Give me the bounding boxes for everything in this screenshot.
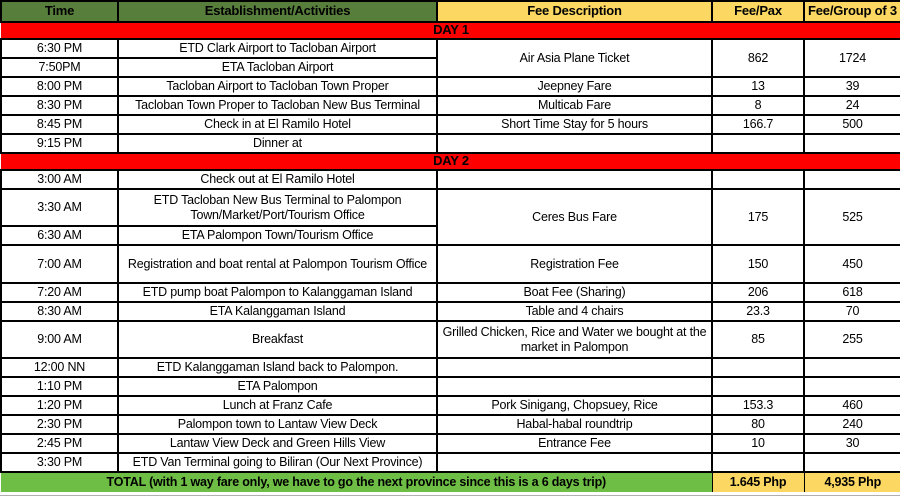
time-cell[interactable]: 1:10 PM [1,377,118,396]
activity-cell[interactable]: Dinner at [118,134,437,153]
fee-desc-cell[interactable]: Registration Fee [437,245,712,283]
activity-cell[interactable]: ETA Palompon [118,377,437,396]
fee-pax-cell[interactable]: 175 [712,189,804,245]
time-cell[interactable]: 3:30 AM [1,189,118,226]
fee-group-cell[interactable] [804,377,900,396]
fee-pax-cell[interactable]: 150 [712,245,804,283]
time-cell[interactable]: 2:45 PM [1,434,118,453]
table-row [1,77,900,96]
activity-cell[interactable]: ETD pump boat Palompon to Kalanggaman Island [118,283,437,302]
fee-group-cell[interactable]: 24 [804,96,900,115]
fee-desc-cell[interactable] [437,358,712,377]
fee-desc-cell[interactable]: Entrance Fee [437,434,712,453]
fee-group-cell[interactable]: 240 [804,415,900,434]
time-cell[interactable]: 2:30 PM [1,415,118,434]
fee-desc-cell[interactable] [437,377,712,396]
fee-group-cell[interactable] [804,358,900,377]
fee-group-cell[interactable]: 450 [804,245,900,283]
fee-desc-cell[interactable]: Multicab Fare [437,96,712,115]
column-header-establishment[interactable]: Establishment/Activities [118,1,437,22]
total-fee-pax-cell[interactable]: 1.645 Php [712,472,804,492]
fee-desc-cell[interactable] [437,134,712,153]
table-row [1,415,900,434]
activity-cell[interactable]: ETD Van Terminal going to Biliran (Our Next Province) [118,453,437,472]
fee-pax-cell[interactable]: 85 [712,321,804,358]
fee-desc-cell[interactable]: Grilled Chicken, Rice and Water we bought at the market in Palompon [437,321,712,358]
table-row [1,377,900,396]
fee-group-cell[interactable]: 618 [804,283,900,302]
column-header-fee-group[interactable]: Fee/Group of 3 [804,1,900,22]
time-cell[interactable]: 12:00 NN [1,358,118,377]
fee-pax-cell[interactable] [712,134,804,153]
fee-pax-cell[interactable]: 166.7 [712,115,804,134]
table-row [1,170,900,189]
activity-cell[interactable]: Check out at El Ramilo Hotel [118,170,437,189]
fee-group-cell[interactable]: 30 [804,434,900,453]
table-row [1,302,900,321]
fee-group-cell[interactable]: 500 [804,115,900,134]
header-row [1,1,900,22]
bottom-gridline [0,492,900,496]
activity-cell[interactable]: Lantaw View Deck and Green Hills View [118,434,437,453]
time-cell[interactable]: 7:00 AM [1,245,118,283]
day2-banner[interactable]: DAY 2 [1,153,900,170]
activity-cell[interactable]: ETA Tacloban Airport [118,58,437,77]
fee-desc-cell[interactable] [437,170,712,189]
activity-cell[interactable]: Lunch at Franz Cafe [118,396,437,415]
fee-group-cell[interactable]: 1724 [804,39,900,77]
table-row [1,321,900,358]
day2-banner-row [1,153,900,170]
fee-desc-cell[interactable]: Boat Fee (Sharing) [437,283,712,302]
activity-cell[interactable]: ETD Kalanggaman Island back to Palompon. [118,358,437,377]
table-row [1,96,900,115]
fee-group-cell[interactable] [804,134,900,153]
time-cell[interactable]: 9:15 PM [1,134,118,153]
time-cell[interactable]: 7:20 AM [1,283,118,302]
total-label-cell[interactable]: TOTAL (with 1 way fare only, we have to go the next province since this is a 6 days trip) [1,472,712,492]
time-cell[interactable]: 7:50PM [1,58,118,77]
table-row [1,358,900,377]
fee-group-cell[interactable]: 39 [804,77,900,96]
total-row [1,472,900,492]
fee-pax-cell[interactable]: 10 [712,434,804,453]
fee-group-cell[interactable] [804,453,900,472]
table-row [1,189,900,226]
fee-pax-cell[interactable]: 862 [712,39,804,77]
fee-pax-cell[interactable] [712,170,804,189]
time-cell[interactable]: 6:30 AM [1,226,118,245]
time-cell[interactable]: 8:30 PM [1,96,118,115]
activity-cell[interactable]: Tacloban Town Proper to Tacloban New Bus Terminal [118,96,437,115]
table-row [1,283,900,302]
day1-banner-row [1,22,900,39]
fee-group-cell[interactable]: 525 [804,189,900,245]
fee-desc-cell[interactable]: Short Time Stay for 5 hours [437,115,712,134]
time-cell[interactable]: 3:00 AM [1,170,118,189]
fee-group-cell[interactable]: 460 [804,396,900,415]
fee-desc-cell[interactable]: Air Asia Plane Ticket [437,39,712,77]
time-cell[interactable]: 1:20 PM [1,396,118,415]
time-cell[interactable]: 6:30 PM [1,39,118,58]
activity-cell[interactable]: Registration and boat rental at Palompon Tourism Office [118,245,437,283]
fee-pax-cell[interactable]: 8 [712,96,804,115]
table-row [1,245,900,283]
fee-desc-cell[interactable]: Ceres Bus Fare [437,189,712,245]
fee-pax-cell[interactable]: 206 [712,283,804,302]
time-cell[interactable]: 8:00 PM [1,77,118,96]
fee-desc-cell[interactable]: Pork Sinigang, Chopsuey, Rice [437,396,712,415]
table-row [1,115,900,134]
fee-pax-cell[interactable]: 23.3 [712,302,804,321]
fee-pax-cell[interactable]: 80 [712,415,804,434]
fee-group-cell[interactable] [804,170,900,189]
activity-cell[interactable]: Check in at El Ramilo Hotel [118,115,437,134]
fee-pax-cell[interactable] [712,377,804,396]
activity-cell[interactable]: ETD Tacloban New Bus Terminal to Palompon Town/Market/Port/Tourism Office [118,189,437,226]
time-cell[interactable]: 9:00 AM [1,321,118,358]
total-fee-group-cell[interactable]: 4,935 Php [804,472,900,492]
activity-cell[interactable]: ETA Palompon Town/Tourism Office [118,226,437,245]
column-header-time[interactable]: Time [1,1,118,22]
column-header-fee-pax[interactable]: Fee/Pax [712,1,804,22]
table-row [1,39,900,58]
fee-pax-cell[interactable]: 13 [712,77,804,96]
table-row [1,396,900,415]
table-row [1,453,900,472]
time-cell[interactable]: 3:30 PM [1,453,118,472]
activity-cell[interactable]: Palompon town to Lantaw View Deck [118,415,437,434]
table-row [1,434,900,453]
activity-cell[interactable]: ETD Clark Airport to Tacloban Airport [118,39,437,58]
fee-desc-cell[interactable] [437,453,712,472]
activity-cell[interactable]: Tacloban Airport to Tacloban Town Proper [118,77,437,96]
fee-group-cell[interactable]: 255 [804,321,900,358]
time-cell[interactable]: 8:30 AM [1,302,118,321]
fee-pax-cell[interactable] [712,453,804,472]
time-cell[interactable]: 8:45 PM [1,115,118,134]
day1-banner[interactable]: DAY 1 [1,22,900,39]
column-header-fee-description[interactable]: Fee Description [437,1,712,22]
activity-cell[interactable]: Breakfast [118,321,437,358]
fee-pax-cell[interactable]: 153.3 [712,396,804,415]
fee-pax-cell[interactable] [712,358,804,377]
fee-desc-cell[interactable]: Habal-habal roundtrip [437,415,712,434]
table-row [1,134,900,153]
activity-cell[interactable]: ETA Kalanggaman Island [118,302,437,321]
fee-desc-cell[interactable]: Table and 4 chairs [437,302,712,321]
fee-desc-cell[interactable]: Jeepney Fare [437,77,712,96]
fee-group-cell[interactable]: 70 [804,302,900,321]
